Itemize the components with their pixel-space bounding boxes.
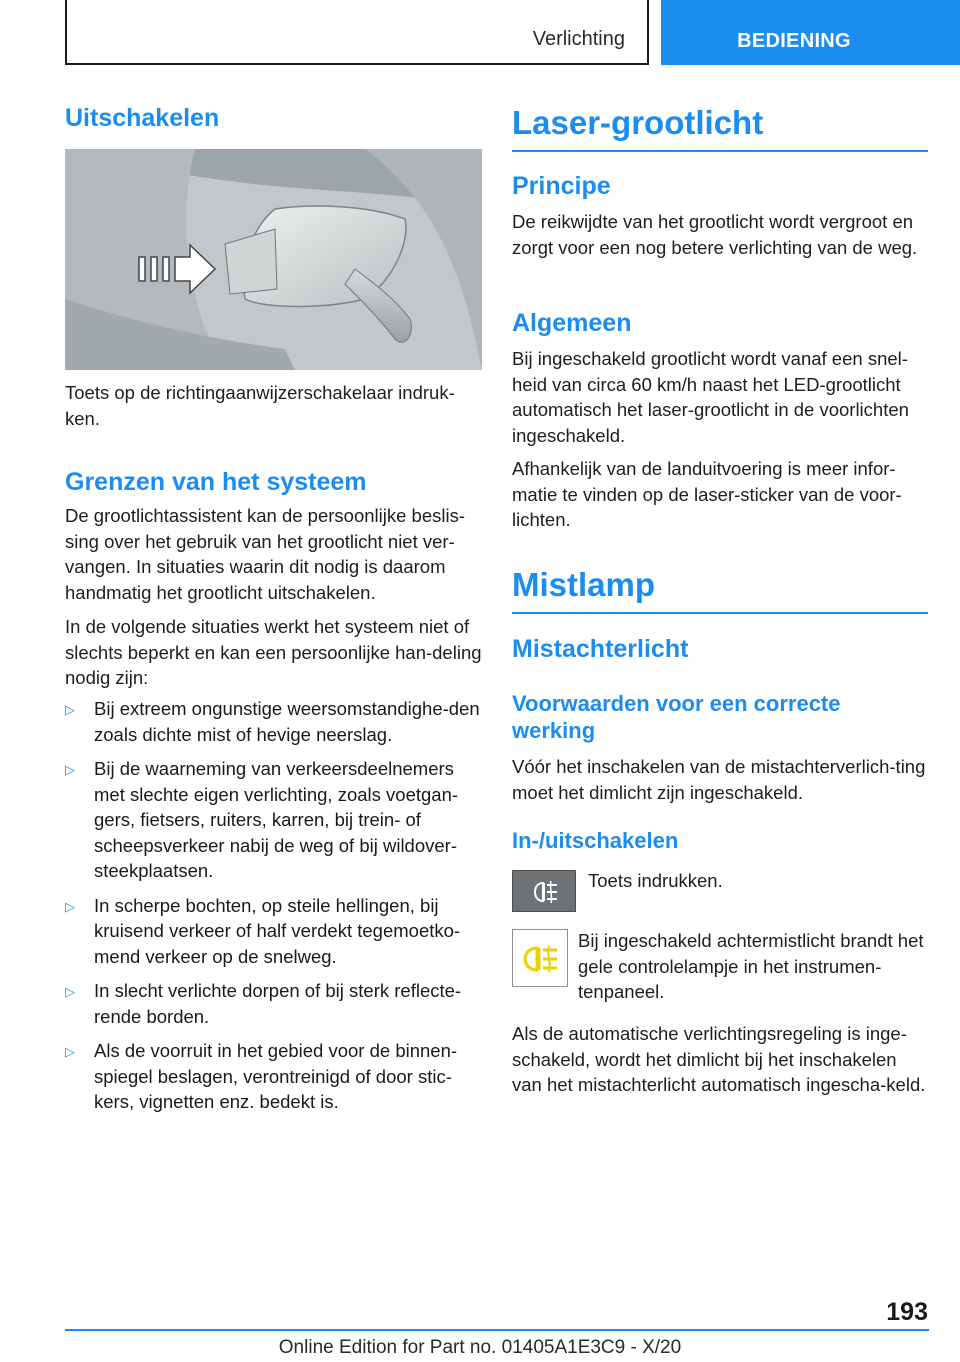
rear-fog-light-icon <box>513 871 577 913</box>
triangle-bullet-icon: ▷ <box>65 898 75 914</box>
uitschakelen-caption: Toets op de richtingaanwijzerschakelaar indruk-ken. <box>65 382 455 429</box>
triangle-bullet-icon: ▷ <box>65 702 75 717</box>
list-item: ▷ In scherpe bochten, op steile hellingen, bij kruisend verkeer of half verdekt tegemoetko-mend verkeer op de snelweg. <box>65 894 461 967</box>
header-section-box <box>65 0 649 65</box>
mistachterlicht-heading: Mistachterlicht <box>512 635 689 663</box>
list-item: ▷ Bij extreem ongunstige weersomstandighe-den zoals dichte mist of hevige neerslag. <box>65 698 480 745</box>
yellow-rear-fog-indicator-icon <box>513 930 569 988</box>
principe-heading: Principe <box>512 172 611 200</box>
grenzen-paragraph-1: De grootlichtassistent kan de persoonlijke beslis-sing over het gebruik van het grootlicht niet ver-vangen. In situaties waarin dit nodig is daarom handmatig het grootlicht uitschakelen. <box>65 505 466 603</box>
indicator-lamp-image <box>512 929 568 987</box>
principe-paragraph: De reikwijdte van het grootlicht wordt vergroot en zorgt voor een nog betere verlichting van de weg. <box>512 211 918 258</box>
laser-grootlicht-heading: Laser-grootlicht <box>512 104 928 152</box>
header-chapter-tab <box>661 0 960 65</box>
header-chapter-label: BEDIENING <box>737 30 851 52</box>
list-item: ▷ In slecht verlichte dorpen of bij sterk reflecte-rende borden. <box>65 980 462 1027</box>
stalk-photo <box>65 149 482 370</box>
in-uitschakelen-heading: In-/uitschakelen <box>512 828 679 853</box>
list-item: ▷ Bij de waarneming van verkeersdeelnemers met slechte eigen verlichting, zoals voetgan-gers, fietsers, ruiters, karren, bij trein- of scheepsverkeer nabij de weg of bij wildover-steekplaatsen. <box>65 758 459 881</box>
automatische-regeling-paragraph: Als de automatische verlichtingsregeling is inge-schakeld, wordt het dimlicht bij het inschakelen van het mistachterlicht automatisch ingescha-keld. <box>512 1023 926 1095</box>
rear-fog-button-image <box>512 870 576 912</box>
header-section-title: Verlichting <box>532 28 625 50</box>
grenzen-paragraph-2: In de volgende situaties werkt het systeem niet of slechts beperkt en kan een persoonlijke han-deling nodig zijn: <box>65 616 482 688</box>
algemeen-paragraph-2: Afhankelijk van de landuitvoering is meer infor-matie te vinden op de laser-sticker van de voor-lichten. <box>512 458 902 530</box>
footer-divider <box>65 1329 929 1331</box>
algemeen-paragraph-1: Bij ingeschakeld grootlicht wordt vanaf een snel-heid van circa 60 km/h naast het LED-grootlicht automatisch het laser-grootlicht in de voorlichten ingeschakeld. <box>512 348 909 446</box>
toets-indrukken-text: Toets indrukken. <box>588 870 723 891</box>
triangle-bullet-icon: ▷ <box>65 762 75 777</box>
controlelampje-text: Bij ingeschakeld achtermistlicht brandt het gele controlelampje in het instrumen-tenpaneel. <box>578 930 924 1002</box>
mistlamp-heading: Mistlamp <box>512 566 928 614</box>
algemeen-heading: Algemeen <box>512 309 632 337</box>
triangle-bullet-icon: ▷ <box>65 1044 75 1059</box>
page-number: 193 <box>886 1298 928 1326</box>
voorwaarden-heading: Voorwaarden voor een correcte werking <box>512 691 841 743</box>
triangle-bullet-icon: ▷ <box>65 984 75 999</box>
uitschakelen-heading: Uitschakelen <box>65 104 220 132</box>
stalk-illustration <box>65 149 482 370</box>
limitations-list <box>65 696 482 1124</box>
list-item: ▷ Als de voorruit in het gebied voor de binnen-spiegel beslagen, verontreinigd of door stic-kers, vignetten enz. bedekt is. <box>65 1040 458 1112</box>
voorwaarden-paragraph: Vóór het inschakelen van de mistachterverlich-ting moet het dimlicht zijn ingeschakeld. <box>512 756 926 803</box>
grenzen-heading: Grenzen van het systeem <box>65 468 367 496</box>
footer-edition: Online Edition for Part no. 01405A1E3C9 - X/20 <box>278 1337 682 1358</box>
